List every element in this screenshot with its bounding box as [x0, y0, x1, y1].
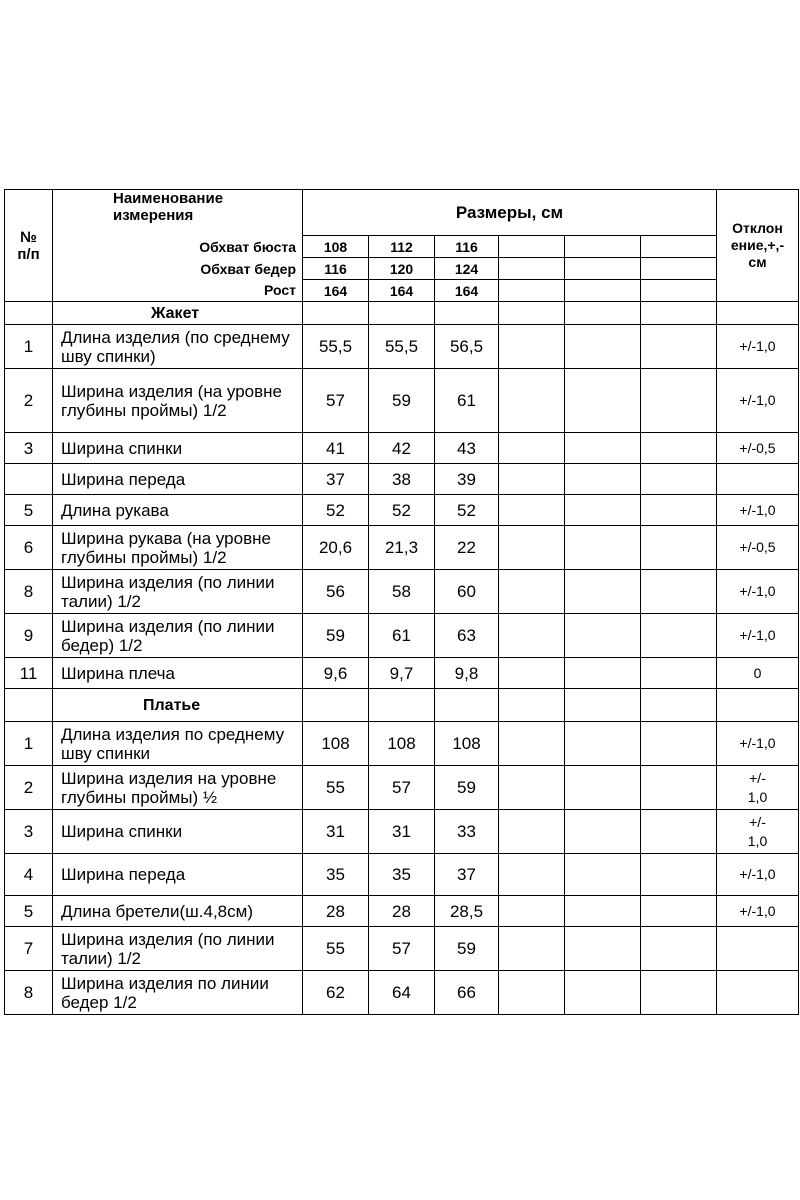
measurement-name: Ширина спинки [53, 433, 303, 464]
empty-cell [641, 689, 717, 722]
measurement-name: Ширина плеча [53, 658, 303, 689]
row-number: 8 [5, 971, 53, 1015]
size-value: 37 [303, 464, 369, 495]
measurement-name: Ширина рукава (на уровне глубины проймы) 1/2 [53, 526, 303, 570]
size-value: 52 [303, 495, 369, 526]
empty-cell [499, 689, 565, 722]
empty-cell [499, 495, 565, 526]
size-value: 35 [303, 854, 369, 896]
size-value: 9,8 [435, 658, 499, 689]
size-value: 108 [369, 722, 435, 766]
section-title: Платье [53, 689, 303, 722]
deviation-value: +/-0,5 [717, 433, 799, 464]
measurement-row [5, 433, 799, 464]
size-value: 56 [303, 570, 369, 614]
size-value: 31 [369, 810, 435, 854]
measurement-name: Ширина изделия на уровне глубины проймы) ½ [53, 766, 303, 810]
empty-cell [565, 495, 641, 526]
row-number: 4 [5, 854, 53, 896]
measurement-row [5, 971, 799, 1015]
measurement-row [5, 854, 799, 896]
empty-cell [499, 369, 565, 433]
size-value: 33 [435, 810, 499, 854]
empty-cell [499, 854, 565, 896]
row-number: 8 [5, 570, 53, 614]
measurement-row [5, 766, 799, 810]
measurement-name: Длина рукава [53, 495, 303, 526]
empty-cell [499, 464, 565, 495]
body-measure-value: 116 [435, 236, 499, 258]
size-value: 28,5 [435, 896, 499, 927]
body-measure-value: 116 [303, 258, 369, 280]
empty-cell [369, 689, 435, 722]
name-header: Наименование измерения [53, 190, 303, 236]
empty-cell [499, 810, 565, 854]
deviation-value: +/- 1,0 [717, 766, 799, 810]
size-value: 41 [303, 433, 369, 464]
size-value: 55,5 [369, 325, 435, 369]
size-value: 9,7 [369, 658, 435, 689]
measurement-row [5, 369, 799, 433]
empty-cell [499, 570, 565, 614]
deviation-value: +/-1,0 [717, 325, 799, 369]
row-number [5, 464, 53, 495]
deviation-value: +/-1,0 [717, 896, 799, 927]
empty-cell [499, 614, 565, 658]
empty-cell [499, 766, 565, 810]
deviation-value [717, 971, 799, 1015]
size-value: 59 [303, 614, 369, 658]
body-measure-row [5, 280, 799, 302]
size-value: 61 [435, 369, 499, 433]
empty-cell [717, 302, 799, 325]
empty-cell [565, 433, 641, 464]
empty-cell [499, 896, 565, 927]
row-number: 9 [5, 614, 53, 658]
measurement-row [5, 464, 799, 495]
row-number: 6 [5, 526, 53, 570]
empty-cell [565, 810, 641, 854]
empty-cell [641, 614, 717, 658]
empty-cell [499, 280, 565, 302]
empty-cell [303, 689, 369, 722]
body-measure-label: Обхват бюста [53, 236, 303, 258]
empty-cell [565, 766, 641, 810]
measurement-row [5, 722, 799, 766]
deviation-value: +/-1,0 [717, 854, 799, 896]
body-measure-label: Обхват бедер [53, 258, 303, 280]
empty-cell [565, 689, 641, 722]
num-header: № п/п [5, 190, 53, 302]
measurement-name: Ширина спинки [53, 810, 303, 854]
section-header-row [5, 302, 799, 325]
empty-cell [641, 971, 717, 1015]
empty-cell [499, 927, 565, 971]
size-value: 61 [369, 614, 435, 658]
size-value: 58 [369, 570, 435, 614]
size-value: 57 [369, 927, 435, 971]
measurement-name: Ширина изделия (на уровне глубины проймы) 1/2 [53, 369, 303, 433]
empty-cell [565, 896, 641, 927]
size-value: 55,5 [303, 325, 369, 369]
row-number: 7 [5, 927, 53, 971]
empty-cell [641, 280, 717, 302]
section-header-row [5, 689, 799, 722]
empty-cell [565, 302, 641, 325]
empty-cell [565, 971, 641, 1015]
size-value: 9,6 [303, 658, 369, 689]
empty-cell [717, 689, 799, 722]
row-number: 3 [5, 433, 53, 464]
empty-cell [499, 658, 565, 689]
row-number: 5 [5, 896, 53, 927]
empty-cell [641, 464, 717, 495]
size-value: 39 [435, 464, 499, 495]
body-measure-value: 124 [435, 258, 499, 280]
empty-cell [641, 658, 717, 689]
empty-cell [641, 433, 717, 464]
empty-cell [565, 854, 641, 896]
empty-cell [499, 526, 565, 570]
row-number: 2 [5, 766, 53, 810]
measurement-name: Ширина переда [53, 854, 303, 896]
size-value: 55 [303, 766, 369, 810]
empty-cell [641, 766, 717, 810]
body-measure-value: 164 [369, 280, 435, 302]
body-measure-label: Рост [53, 280, 303, 302]
empty-cell [641, 810, 717, 854]
measurement-name: Ширина изделия по линии бедер 1/2 [53, 971, 303, 1015]
empty-cell [565, 280, 641, 302]
size-value: 63 [435, 614, 499, 658]
row-number: 5 [5, 495, 53, 526]
measurement-name: Ширина изделия (по линии талии) 1/2 [53, 927, 303, 971]
empty-cell [565, 614, 641, 658]
size-value: 38 [369, 464, 435, 495]
size-value: 64 [369, 971, 435, 1015]
empty-cell [641, 896, 717, 927]
empty-cell [641, 927, 717, 971]
deviation-value: 0 [717, 658, 799, 689]
empty-cell [565, 325, 641, 369]
measurement-row [5, 614, 799, 658]
empty-cell [641, 854, 717, 896]
body-measure-value: 112 [369, 236, 435, 258]
measurement-row [5, 896, 799, 927]
size-value: 57 [369, 766, 435, 810]
deviation-value: +/-0,5 [717, 526, 799, 570]
measurement-name: Длина изделия по среднему шву спинки [53, 722, 303, 766]
empty-cell [641, 258, 717, 280]
empty-cell [499, 302, 565, 325]
empty-cell [641, 495, 717, 526]
empty-cell [565, 258, 641, 280]
deviation-value: +/-1,0 [717, 722, 799, 766]
empty-cell [369, 302, 435, 325]
empty-cell [641, 302, 717, 325]
empty-cell [565, 236, 641, 258]
empty-cell [565, 464, 641, 495]
row-number: 1 [5, 722, 53, 766]
row-number: 1 [5, 325, 53, 369]
empty-cell [641, 325, 717, 369]
size-value: 57 [303, 369, 369, 433]
deviation-value [717, 927, 799, 971]
empty-cell [565, 570, 641, 614]
sizes-header: Размеры, см [303, 190, 717, 236]
size-value: 42 [369, 433, 435, 464]
empty-cell [641, 369, 717, 433]
empty-cell [641, 526, 717, 570]
empty-cell [641, 722, 717, 766]
empty-cell [565, 722, 641, 766]
body-measure-value: 120 [369, 258, 435, 280]
measurement-row [5, 570, 799, 614]
measurement-row [5, 658, 799, 689]
measurement-name: Ширина изделия (по линии талии) 1/2 [53, 570, 303, 614]
size-value: 31 [303, 810, 369, 854]
size-value: 60 [435, 570, 499, 614]
empty-cell [499, 325, 565, 369]
empty-cell [5, 689, 53, 722]
size-value: 37 [435, 854, 499, 896]
deviation-value: +/-1,0 [717, 495, 799, 526]
body-measure-row [5, 236, 799, 258]
row-number: 11 [5, 658, 53, 689]
size-value: 52 [369, 495, 435, 526]
deviation-value: +/- 1,0 [717, 810, 799, 854]
size-value: 21,3 [369, 526, 435, 570]
empty-cell [435, 302, 499, 325]
empty-cell [303, 302, 369, 325]
empty-cell [565, 526, 641, 570]
body-measure-row [5, 258, 799, 280]
measurement-name: Ширина изделия (по линии бедер) 1/2 [53, 614, 303, 658]
size-value: 59 [435, 766, 499, 810]
measurement-name: Длина бретели(ш.4,8см) [53, 896, 303, 927]
empty-cell [499, 433, 565, 464]
body-measure-value: 164 [435, 280, 499, 302]
size-value: 56,5 [435, 325, 499, 369]
measurement-row [5, 810, 799, 854]
measurement-row [5, 526, 799, 570]
size-value: 62 [303, 971, 369, 1015]
row-number: 2 [5, 369, 53, 433]
size-value: 66 [435, 971, 499, 1015]
deviation-value [717, 464, 799, 495]
size-value: 59 [369, 369, 435, 433]
empty-cell [435, 689, 499, 722]
deviation-header: Отклон ение,+,- см [717, 190, 799, 302]
row-number: 3 [5, 810, 53, 854]
deviation-value: +/-1,0 [717, 614, 799, 658]
measurement-row [5, 495, 799, 526]
deviation-value: +/-1,0 [717, 369, 799, 433]
size-value: 28 [303, 896, 369, 927]
section-title: Жакет [53, 302, 303, 325]
measurement-row [5, 927, 799, 971]
size-value: 108 [303, 722, 369, 766]
empty-cell [5, 302, 53, 325]
size-value: 52 [435, 495, 499, 526]
size-value: 108 [435, 722, 499, 766]
empty-cell [641, 570, 717, 614]
empty-cell [499, 236, 565, 258]
empty-cell [565, 927, 641, 971]
measurement-row [5, 325, 799, 369]
empty-cell [499, 258, 565, 280]
body-measure-value: 108 [303, 236, 369, 258]
size-value: 28 [369, 896, 435, 927]
measurement-name: Ширина переда [53, 464, 303, 495]
size-value: 43 [435, 433, 499, 464]
size-value: 20,6 [303, 526, 369, 570]
empty-cell [499, 722, 565, 766]
empty-cell [499, 971, 565, 1015]
size-value: 55 [303, 927, 369, 971]
empty-cell [565, 369, 641, 433]
deviation-value: +/-1,0 [717, 570, 799, 614]
empty-cell [565, 658, 641, 689]
size-value: 59 [435, 927, 499, 971]
size-value: 22 [435, 526, 499, 570]
measurement-name: Длина изделия (по среднему шву спинки) [53, 325, 303, 369]
size-value: 35 [369, 854, 435, 896]
empty-cell [641, 236, 717, 258]
body-measure-value: 164 [303, 280, 369, 302]
size-table [4, 189, 799, 1015]
